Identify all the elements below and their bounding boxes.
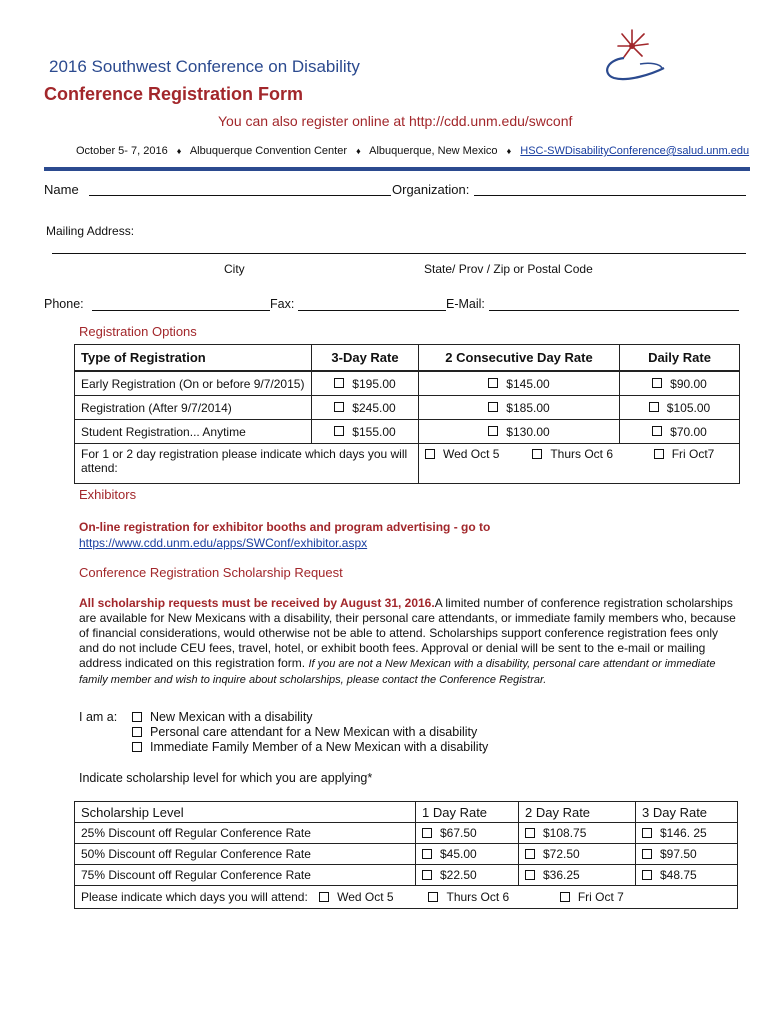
checkbox[interactable] — [422, 849, 432, 859]
checkbox[interactable] — [560, 892, 570, 902]
rate-option[interactable]: $97.50 — [636, 844, 738, 865]
rate-option[interactable]: $90.00 — [620, 371, 740, 396]
online-registration-note: You can also register online at http://cdd.unm.edu/swconf — [218, 113, 573, 129]
phone-input-line[interactable] — [92, 310, 270, 311]
day-option[interactable]: Thurs Oct 6 — [532, 447, 650, 461]
column-header: Daily Rate — [620, 345, 740, 372]
rate-option[interactable]: $72.50 — [519, 844, 636, 865]
scholarship-heading: Conference Registration Scholarship Request — [79, 565, 343, 580]
rate-option[interactable]: $245.00 — [312, 396, 419, 420]
table-row — [75, 844, 738, 865]
checkbox[interactable] — [488, 402, 498, 412]
exhibitor-note: On-line registration for exhibitor booths and program advertising - go to — [79, 520, 491, 534]
scholarship-days-row — [75, 886, 738, 909]
column-header: Type of Registration — [75, 345, 312, 372]
registration-type: Student Registration... Anytime — [75, 420, 312, 444]
checkbox[interactable] — [132, 727, 142, 737]
scholarship-level: 50% Discount off Regular Conference Rate — [75, 844, 416, 865]
registration-table — [74, 344, 740, 484]
column-header: 2 Consecutive Day Rate — [419, 345, 620, 372]
checkbox[interactable] — [532, 449, 542, 459]
scholarship-level: 25% Discount off Regular Conference Rate — [75, 823, 416, 844]
days-note: For 1 or 2 day registration please indicate which days you will attend: — [75, 444, 419, 484]
rate-option[interactable]: $146. 25 — [636, 823, 738, 844]
checkbox[interactable] — [334, 426, 344, 436]
table-row — [75, 420, 740, 444]
checkbox[interactable] — [132, 742, 142, 752]
rate-option[interactable]: $145.00 — [419, 371, 620, 396]
organization-input-line[interactable] — [474, 195, 746, 196]
scholarship-table — [74, 801, 738, 909]
column-header: 3-Day Rate — [312, 345, 419, 372]
table-header-row — [75, 802, 738, 823]
rate-option[interactable]: $130.00 — [419, 420, 620, 444]
checkbox[interactable] — [525, 870, 535, 880]
event-info-line — [76, 145, 749, 157]
applicant-option[interactable]: New Mexican with a disability — [132, 710, 313, 724]
rate-option[interactable]: $22.50 — [416, 865, 519, 886]
rate-option[interactable]: $108.75 — [519, 823, 636, 844]
contact-email-link[interactable]: HSC-SWDisabilityConference@salud.unm.edu — [520, 145, 750, 157]
column-header: 3 Day Rate — [636, 802, 738, 823]
day-option[interactable]: Fri Oct7 — [654, 447, 715, 461]
table-row — [75, 886, 738, 909]
phone-label: Phone: — [44, 297, 84, 311]
checkbox[interactable] — [525, 849, 535, 859]
day-option[interactable]: Thurs Oct 6 — [428, 890, 546, 904]
email-input-line[interactable] — [489, 310, 739, 311]
checkbox[interactable] — [428, 892, 438, 902]
day-options — [419, 444, 740, 484]
checkbox[interactable] — [642, 828, 652, 838]
checkbox[interactable] — [488, 378, 498, 388]
name-label: Name — [44, 182, 79, 197]
scholarship-days-note: Please indicate which days you will attend: — [81, 890, 308, 904]
checkbox[interactable] — [642, 870, 652, 880]
diamond-icon: ♦ — [506, 146, 512, 156]
rate-option[interactable]: $67.50 — [416, 823, 519, 844]
table-row — [75, 444, 740, 484]
exhibitors-heading: Exhibitors — [79, 487, 137, 502]
column-header: 2 Day Rate — [519, 802, 636, 823]
table-row — [75, 823, 738, 844]
checkbox[interactable] — [334, 402, 344, 412]
day-option[interactable]: Fri Oct 7 — [560, 890, 624, 904]
checkbox[interactable] — [132, 712, 142, 722]
rate-option[interactable]: $48.75 — [636, 865, 738, 886]
table-row — [75, 865, 738, 886]
checkbox[interactable] — [422, 870, 432, 880]
day-option[interactable]: Wed Oct 5 — [319, 890, 411, 904]
registration-type: Early Registration (On or before 9/7/2015) — [75, 371, 312, 396]
registration-type: Registration (After 9/7/2014) — [75, 396, 312, 420]
table-row — [75, 396, 740, 420]
rate-option[interactable]: $185.00 — [419, 396, 620, 420]
organization-label: Organization: — [392, 182, 470, 197]
scholarship-level: 75% Discount off Regular Conference Rate — [75, 865, 416, 886]
rate-option[interactable]: $155.00 — [312, 420, 419, 444]
name-input-line[interactable] — [89, 195, 391, 196]
table-header-row — [75, 345, 740, 372]
form-title: Conference Registration Form — [44, 84, 304, 104]
exhibitor-link[interactable]: https://www.cdd.unm.edu/apps/SWConf/exhibitor.aspx — [79, 536, 368, 550]
checkbox[interactable] — [422, 828, 432, 838]
rate-option[interactable]: $195.00 — [312, 371, 419, 396]
scholarship-description — [79, 596, 739, 688]
checkbox[interactable] — [488, 426, 498, 436]
fax-label: Fax: — [270, 297, 295, 311]
email-label: E-Mail: — [446, 297, 485, 311]
scholarship-level-prompt: Indicate scholarship level for which you are applying* — [79, 771, 373, 785]
checkbox[interactable] — [652, 426, 662, 436]
table-row — [75, 371, 740, 396]
day-option[interactable]: Wed Oct 5 — [425, 447, 529, 461]
registration-options-heading: Registration Options — [79, 324, 197, 339]
fax-input-line[interactable] — [298, 310, 446, 311]
column-header: 1 Day Rate — [416, 802, 519, 823]
conference-logo — [600, 24, 670, 86]
city-label: City — [224, 262, 245, 276]
mailing-address-input-line[interactable] — [52, 253, 746, 254]
applicant-option[interactable]: Personal care attendant for a New Mexican with a disability — [132, 725, 477, 739]
checkbox[interactable] — [425, 449, 435, 459]
diamond-icon: ♦ — [356, 146, 361, 156]
applicant-option[interactable]: Immediate Family Member of a New Mexican with a disability — [132, 740, 488, 754]
checkbox[interactable] — [319, 892, 329, 902]
scholarship-body: A limited number of conference registration scholarships are available for New Mexicans with a disability, their personal care attendants, or immediate family members who, because of financial considerations, would otherwise not be able to attend. Scholarships support conference registration fees only and do not include CEU fees, travel, hotel, or exhibit booth fees. Approval or denial will be sent to the e-mail or mailing address indicated on this registration form. — [79, 596, 736, 670]
rate-option[interactable]: $105.00 — [620, 396, 740, 420]
header-divider — [44, 167, 750, 171]
rate-option[interactable]: $70.00 — [620, 420, 740, 444]
checkbox[interactable] — [334, 378, 344, 388]
checkbox[interactable] — [654, 449, 664, 459]
scholarship-deadline: All scholarship requests must be received by August 31, 2016. — [79, 596, 435, 610]
conference-title: 2016 Southwest Conference on Disability — [49, 57, 360, 76]
rate-option[interactable]: $45.00 — [416, 844, 519, 865]
mailing-address-label: Mailing Address: — [46, 224, 135, 238]
event-city: Albuquerque, New Mexico — [369, 145, 498, 157]
event-venue: Albuquerque Convention Center — [189, 145, 348, 157]
rate-option[interactable]: $36.25 — [519, 865, 636, 886]
column-header: Scholarship Level — [75, 802, 416, 823]
event-dates: October 5- 7, 2016 — [76, 145, 168, 157]
checkbox[interactable] — [525, 828, 535, 838]
scholarship-eligibility-note: If you are not a New Mexican with a disability, personal care attendant or immediate family member and wish to inquire about scholarships, please contact the Conference Registrar. — [79, 658, 716, 686]
checkbox[interactable] — [642, 849, 652, 859]
checkbox[interactable] — [649, 402, 659, 412]
checkbox[interactable] — [652, 378, 662, 388]
diamond-icon: ♦ — [176, 146, 182, 156]
iama-label: I am a: — [79, 710, 118, 724]
state-zip-label: State/ Prov / Zip or Postal Code — [424, 262, 593, 276]
